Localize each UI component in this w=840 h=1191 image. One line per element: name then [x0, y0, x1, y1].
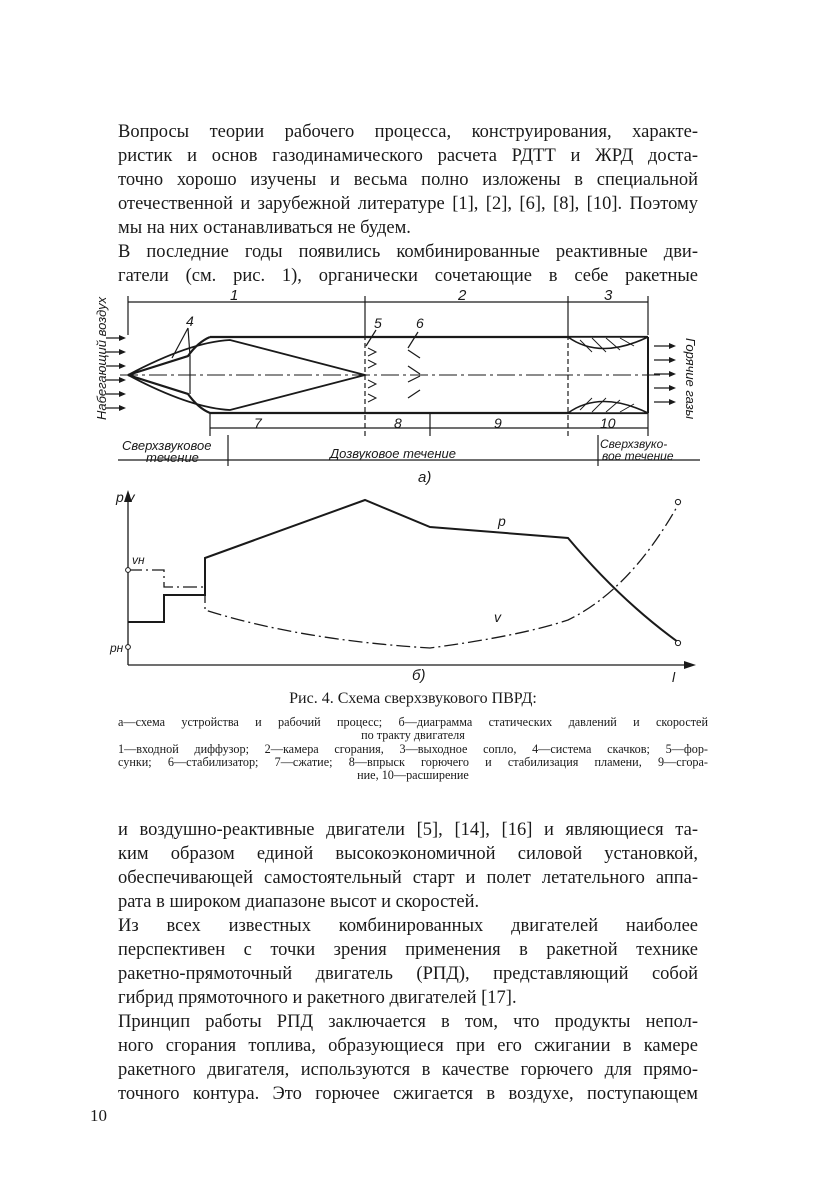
text-line: перспективен с точки зрения применения в ракетной технике [118, 940, 698, 960]
text-line: мы на них останавливаться не будем. [118, 218, 411, 238]
label-v-curve: v [494, 609, 501, 625]
callout-number: 6 [416, 315, 424, 331]
text-line: ракетного двигателя, используются в качестве горючего для прямо- [118, 1060, 698, 1080]
text-line: точно хорошо изучены и весьма полно изложены в специальной [118, 170, 698, 190]
pressure-curve [128, 500, 678, 642]
label-subsonic: Дозвуковое течение [330, 446, 456, 461]
caption-line: а—схема устройства и рабочий процесс; б—диаграмма статических давлений и скоростей [118, 715, 708, 729]
section-number: 1 [230, 287, 239, 304]
caption-line: сунки; 6—стабилизатор; 7—сжатие; 8—впрыск горючего и стабилизация пламени, 9—сгора- [118, 755, 708, 769]
text-line: гибрид прямоточного и ракетного двигателей [17]. [118, 988, 517, 1008]
text-line: ристик и основ газодинамического расчета РДТТ и ЖРД доста- [118, 146, 698, 166]
page-number: 10 [90, 1106, 107, 1125]
caption-line: ние, 10—расширение [357, 768, 469, 782]
text-line: точного контура. Это горючее сжигается в воздухе, поступающем [118, 1084, 698, 1104]
bottom-number: 10 [600, 415, 616, 431]
text-line: ного сгорания топлива, образующиеся при его сжигании в камере [118, 1036, 698, 1056]
text-line: гатели (см. рис. 1), органически сочетающие в себе ракетные [118, 266, 698, 286]
subfigure-label-a: а) [418, 469, 432, 486]
text-line: рата в широком диапазоне высот и скоростей. [118, 892, 480, 912]
text-line: и воздушно-реактивные двигатели [5], [14], [16] и являющиеся та- [118, 820, 698, 840]
text-line: ракетно-прямоточный двигатель (РПД), представляющий собой [118, 964, 698, 984]
callout-number: 4 [186, 313, 194, 329]
text-line: В последние годы появились комбинированные реактивные дви- [118, 242, 698, 262]
text-line: обеспечивающей самостоятельный старт и полет летательного аппа- [118, 868, 698, 888]
label-supersonic-out: вое течение [602, 449, 674, 463]
bottom-number: 8 [394, 415, 402, 431]
text-line: ким образом единой высокоэкономичной силовой установкой, [118, 844, 698, 864]
nozzle-bottom [568, 402, 648, 414]
axis-y-label: p v [116, 489, 135, 505]
axis-x-label: l [672, 669, 676, 685]
label-supersonic-out: Сверхзвуко- [600, 437, 668, 451]
label-hot-gases: Горячие газы [683, 338, 698, 420]
figure-ramjet [0, 280, 840, 685]
label-incoming-air: Набегающий воздух [94, 296, 109, 420]
callout-number: 5 [374, 315, 382, 331]
bottom-number: 9 [494, 415, 502, 431]
label-supersonic-in: течение [146, 450, 199, 465]
velocity-curve [128, 505, 678, 648]
text-line: Принцип работы РПД заключается в том, что продукты непол- [118, 1012, 698, 1032]
caption-line: по тракту двигателя [361, 728, 465, 742]
subfigure-label-b: б) [412, 667, 426, 684]
section-number: 2 [458, 287, 467, 304]
label-supersonic-in: Сверхзвуковое [122, 438, 212, 453]
figure-caption-title: Рис. 4. Схема сверхзвукового ПВРД: [289, 690, 537, 707]
text-line: Вопросы теории рабочего процесса, конструирования, характе- [118, 122, 698, 142]
text-line: Из всех известных комбинированных двигателей наиболее [118, 916, 698, 936]
section-number: 3 [604, 287, 613, 304]
bottom-number: 7 [254, 415, 262, 431]
caption-line: 1—входной диффузор; 2—камера сгорания, 3—выходное сопло, 4—система скачков; 5—фор- [118, 742, 708, 756]
label-vh: vн [132, 553, 145, 567]
label-p-curve: p [498, 513, 506, 529]
label-ph: pн [110, 641, 124, 655]
text-line: отечественной и зарубежной литературе [1], [2], [6], [8], [10]. Поэтому [118, 194, 698, 214]
nozzle-top [568, 337, 648, 349]
